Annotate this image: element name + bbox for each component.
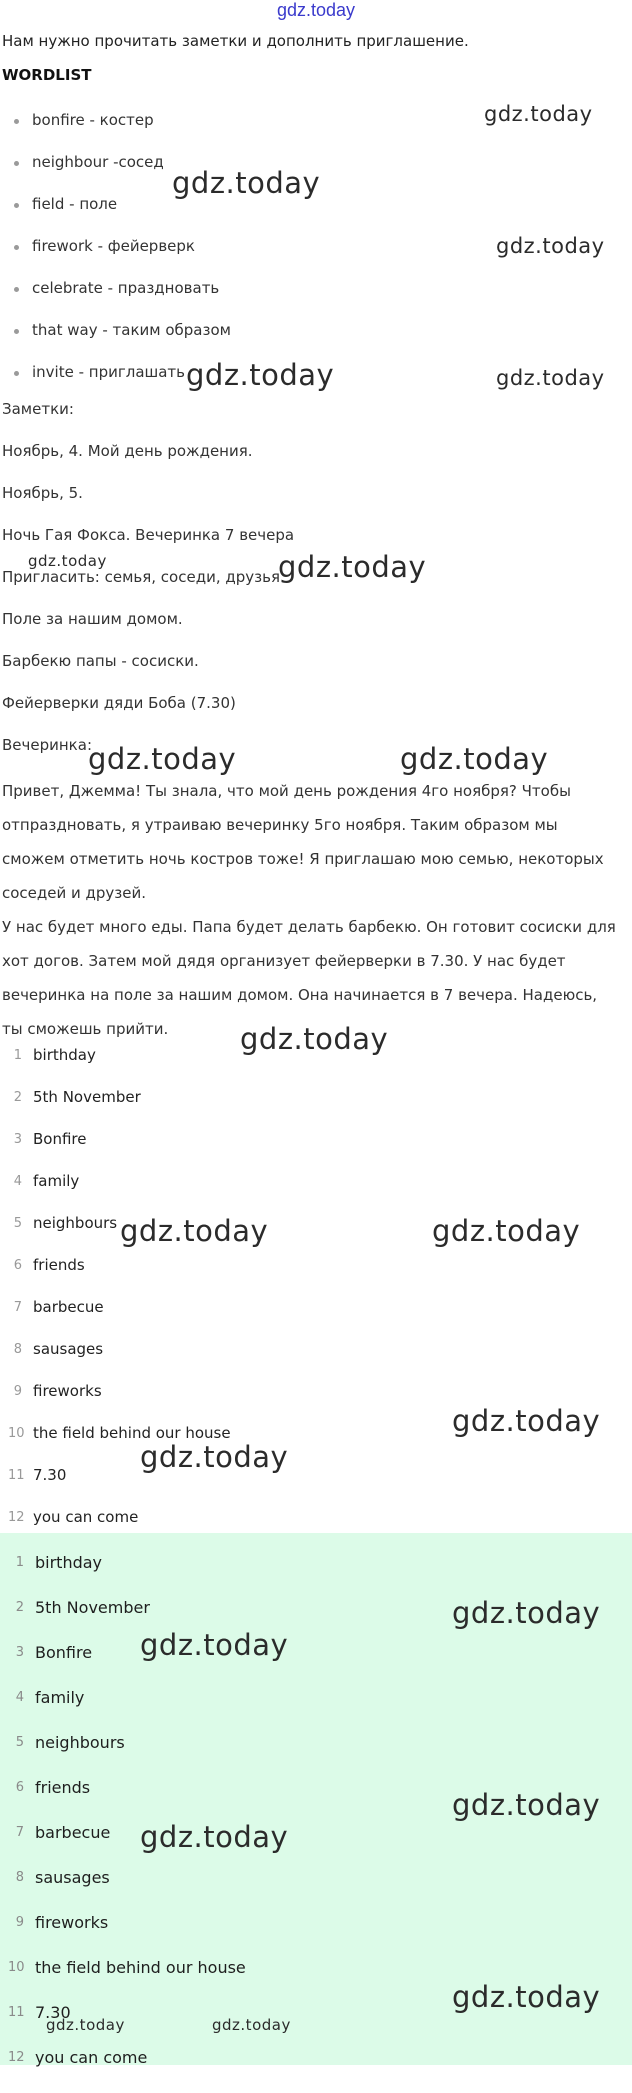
note-line: Фейерверки дяди Боба (7.30) — [2, 694, 236, 712]
answer-number: 7 — [15, 1825, 24, 1840]
watermark: gdz.today — [140, 1820, 289, 1854]
answer-number: 4 — [15, 1690, 24, 1705]
answer-number: 1 — [15, 1555, 24, 1570]
watermark: gdz.today — [172, 166, 321, 200]
answer-text: the field behind our house — [35, 1958, 246, 1977]
answer-number: 3 — [13, 1132, 22, 1147]
watermark: gdz.today — [120, 1214, 269, 1248]
watermark: gdz.today — [496, 234, 605, 258]
answer-number: 6 — [13, 1258, 22, 1273]
answer-number: 5 — [15, 1735, 24, 1750]
answer-text: fireworks — [35, 1913, 109, 1932]
answer-number: 8 — [13, 1342, 22, 1357]
answer-text: birthday — [33, 1046, 96, 1064]
note-line: Ночь Гая Фокса. Вечеринка 7 вечера — [2, 526, 295, 544]
answer-number: 7 — [13, 1300, 22, 1315]
answer-number: 10 — [8, 1426, 25, 1441]
answer-item — [0, 1334, 632, 1376]
bullet-icon — [14, 371, 19, 376]
answer-text: barbecue — [35, 1823, 111, 1842]
letter-paragraph: У нас будет много еды. Папа будет делать барбекю. Он готовит сосиски для хот догов. Затем мой дядя организует фейерверки в 7.30. У нас будет вечеринка на поле за нашим домом. Она начинается в 7 вечера. Надеюсь, ты сможешь прийти. — [2, 918, 616, 1038]
watermark: gdz.today — [278, 550, 427, 584]
watermark: gdz.today — [240, 1022, 389, 1056]
watermark: gdz.today — [452, 1596, 601, 1630]
answer-number: 9 — [13, 1384, 22, 1399]
answer-text: friends — [33, 1256, 85, 1274]
answer-number: 3 — [15, 1645, 24, 1660]
highlighted-answer-item — [0, 1688, 632, 1733]
highlighted-answer-item — [0, 1643, 632, 1688]
answer-text: 5th November — [33, 1088, 141, 1106]
answer-text: Bonfire — [33, 1130, 87, 1148]
bullet-icon — [14, 203, 19, 208]
bullet-icon — [14, 161, 19, 166]
task-intro: Нам нужно прочитать заметки и дополнить приглашение. — [2, 32, 469, 50]
highlighted-answer-item — [0, 2048, 632, 2093]
note-line: Ноябрь, 4. Мой день рождения. — [2, 442, 253, 460]
wordlist-item-text: field - поле — [32, 195, 118, 213]
answer-item — [0, 1166, 632, 1208]
answer-text: Bonfire — [35, 1643, 93, 1662]
answer-text: barbecue — [33, 1298, 104, 1316]
answer-text: neighbours — [33, 1214, 118, 1232]
watermark: gdz.today — [496, 366, 605, 390]
highlighted-answer-item — [0, 1553, 632, 1598]
answer-text: you can come — [35, 2048, 148, 2067]
wordlist-item — [0, 315, 632, 357]
answer-number: 1 — [13, 1048, 22, 1063]
invitation-letter — [2, 774, 618, 1046]
answer-item — [0, 1124, 632, 1166]
bullet-icon — [14, 329, 19, 334]
watermark: gdz.today — [400, 742, 549, 776]
watermark: gdz.today — [28, 552, 107, 570]
wordlist-item-text: invite - приглашать — [32, 363, 186, 381]
answer-text: 7.30 — [33, 1466, 67, 1484]
answer-number: 9 — [15, 1915, 24, 1930]
party-heading: Вечеринка: — [2, 736, 92, 754]
watermark: gdz.today — [46, 2016, 125, 2034]
answer-text: 5th November — [35, 1598, 150, 1617]
highlighted-answer-item — [0, 1733, 632, 1778]
notes-section — [2, 398, 630, 776]
answer-number: 2 — [15, 1600, 24, 1615]
watermark: gdz.today — [212, 2016, 291, 2034]
bullet-icon — [14, 287, 19, 292]
site-logo[interactable]: gdz.today — [276, 0, 356, 20]
wordlist-item-text: celebrate - праздновать — [32, 279, 220, 297]
answer-number: 4 — [13, 1174, 22, 1189]
answer-item — [0, 1460, 632, 1502]
answer-text: sausages — [33, 1340, 104, 1358]
answer-number: 6 — [15, 1780, 24, 1795]
answer-text: friends — [35, 1778, 91, 1797]
wordlist-item-text: neighbour -сосед — [32, 153, 164, 171]
wordlist-item-text: that way - таким образом — [32, 321, 231, 339]
watermark: gdz.today — [452, 1980, 601, 2014]
note-line: Ноябрь, 5. — [2, 484, 83, 502]
answer-text: the field behind our house — [33, 1424, 231, 1442]
answer-text: fireworks — [33, 1382, 102, 1400]
highlighted-answer-item — [0, 1823, 632, 1868]
answer-text: neighbours — [35, 1733, 125, 1752]
wordlist-item — [0, 273, 632, 315]
watermark: gdz.today — [452, 1788, 601, 1822]
watermark: gdz.today — [432, 1214, 581, 1248]
answer-text: 7.30 — [35, 2003, 71, 2022]
notes-heading: Заметки: — [2, 400, 74, 418]
highlighted-answer-item — [0, 1868, 632, 1913]
watermark: gdz.today — [140, 1440, 289, 1474]
bullet-icon — [14, 245, 19, 250]
note-line: Поле за нашим домом. — [2, 610, 183, 628]
watermark: gdz.today — [484, 102, 593, 126]
wordlist-title: WORDLIST — [2, 66, 92, 84]
answer-item — [0, 1292, 632, 1334]
answer-number: 11 — [8, 2005, 25, 2020]
note-line: Пригласить: семья, соседи, друзья. — [2, 568, 285, 586]
watermark: gdz.today — [140, 1628, 289, 1662]
bullet-icon — [14, 119, 19, 124]
watermark: gdz.today — [88, 742, 237, 776]
answer-text: you can come — [33, 1508, 139, 1526]
answer-number: 5 — [13, 1216, 22, 1231]
watermark: gdz.today — [186, 358, 335, 392]
answer-number: 2 — [13, 1090, 22, 1105]
answer-number: 8 — [15, 1870, 24, 1885]
answer-list — [0, 1040, 632, 1544]
answer-item — [0, 1250, 632, 1292]
letter-paragraph: Привет, Джемма! Ты знала, что мой день рождения 4го ноября? Чтобы отпраздновать, я утраиваю вечеринку 5го ноября. Таким образом мы сможем отметить ночь костров тоже! Я приглашаю мою семью, некоторых соседей и друзей. — [2, 782, 604, 902]
note-line: Барбекю папы - сосиски. — [2, 652, 199, 670]
answer-number: 12 — [8, 2050, 25, 2065]
answer-text: birthday — [35, 1553, 103, 1572]
answer-text: family — [35, 1688, 85, 1707]
answer-number: 10 — [8, 1960, 25, 1975]
wordlist-item-text: firework - фейерверк — [32, 237, 195, 255]
highlighted-answer-item — [0, 1913, 632, 1958]
answer-number: 12 — [8, 1510, 25, 1525]
answer-number: 11 — [8, 1468, 25, 1483]
answer-text: family — [33, 1172, 80, 1190]
answer-item — [0, 1082, 632, 1124]
answer-text: sausages — [35, 1868, 110, 1887]
wordlist-item-text: bonfire - костер — [32, 111, 154, 129]
watermark: gdz.today — [452, 1404, 601, 1438]
